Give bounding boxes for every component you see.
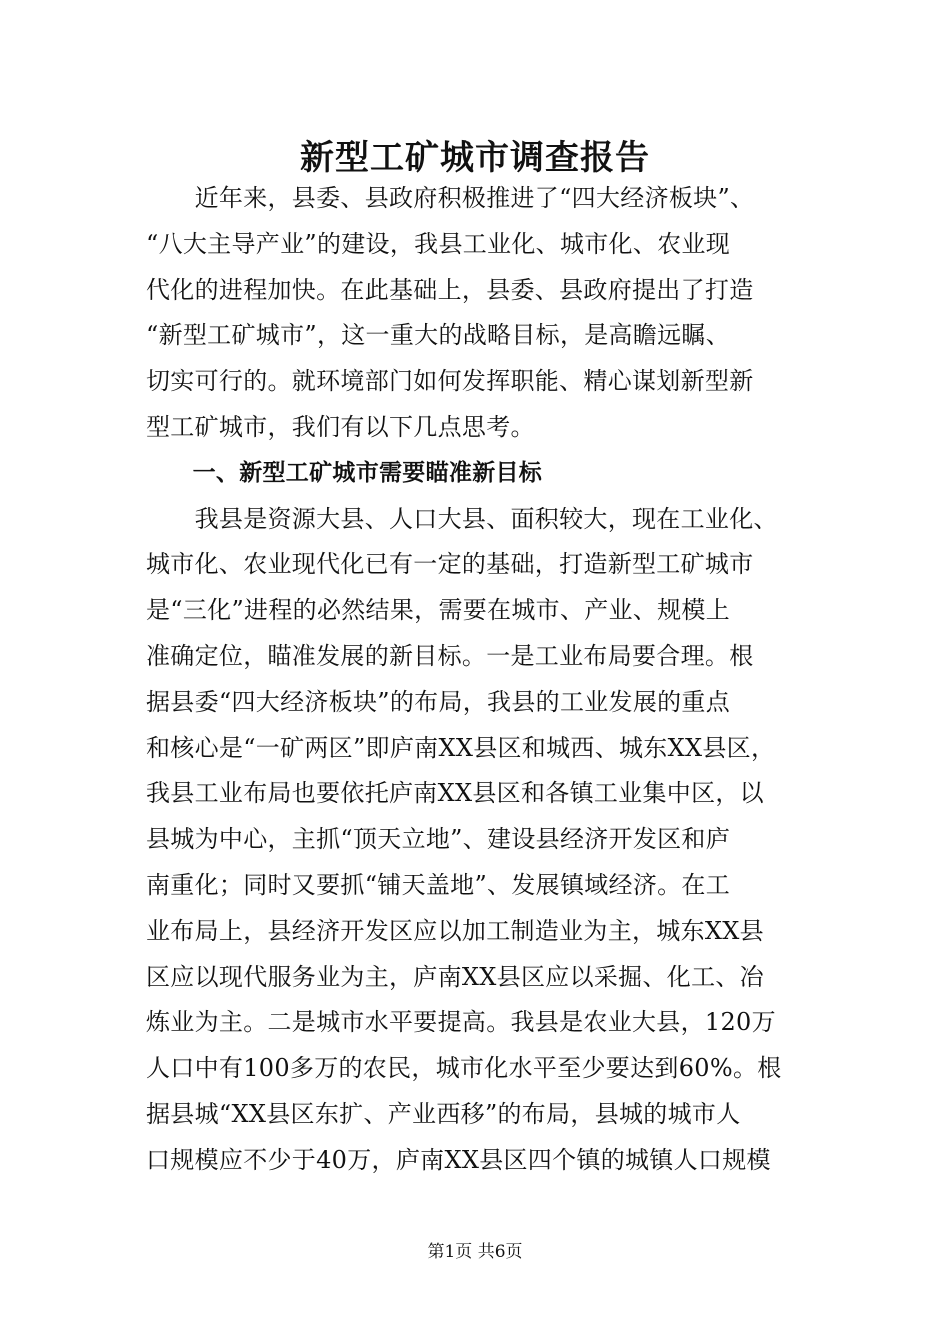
paragraph-line: 业布局上，县经济开发区应以加工制造业为主，城东XX县 — [146, 916, 764, 945]
paragraph-line: 区应以现代服务业为主，庐南XX县区应以采掘、化工、冶 — [146, 962, 764, 991]
paragraph-line: 人口中有100多万的农民，城市化水平至少要达到60%。根 — [146, 1054, 782, 1083]
document-title: 新型工矿城市调查报告 — [300, 138, 650, 178]
paragraph-line: 据县委“四大经济板块”的布局，我县的工业发展的重点 — [146, 687, 731, 716]
paragraph-line: 准确定位，瞄准发展的新目标。一是工业布局要合理。根 — [146, 641, 754, 670]
paragraph-line: 切实可行的。就环境部门如何发挥职能、精心谋划新型新 — [146, 367, 754, 396]
page-number-footer: 第1页 共6页 — [427, 1242, 523, 1262]
paragraph-line: “八大主导产业”的建设，我县工业化、城市化、农业现 — [146, 229, 731, 258]
paragraph-line: 近年来，县委、县政府积极推进了“四大经济板块”、 — [146, 184, 755, 212]
section-heading: 一、新型工矿城市需要瞄准新目标 — [146, 459, 543, 486]
paragraph-line: 我县是资源大县、人口大县、面积较大，现在工业化、 — [146, 504, 778, 533]
paragraph-line: 是“三化”进程的必然结果，需要在城市、产业、规模上 — [146, 596, 731, 625]
document-body — [146, 176, 836, 1184]
paragraph-line: 型工矿城市，我们有以下几点思考。 — [146, 412, 535, 441]
paragraph-line: 城市化、农业现代化已有一定的基础，打造新型工矿城市 — [146, 550, 754, 579]
paragraph-line: 我县工业布局也要依托庐南XX县区和各镇工业集中区，以 — [146, 779, 764, 808]
paragraph-line: 代化的进程加快。在此基础上，县委、县政府提出了打造 — [146, 275, 754, 304]
paragraph-line: 口规模应不少于40万，庐南XX县区四个镇的城镇人口规模 — [146, 1145, 771, 1174]
paragraph-line: “新型工矿城市”，这一重大的战略目标，是高瞻远瞩、 — [146, 321, 731, 350]
paragraph-line: 县城为中心，主抓“顶天立地”、建设县经济开发区和庐 — [146, 825, 731, 854]
paragraph-line: 和核心是“一矿两区”即庐南XX县区和城西、城东XX县区， — [146, 733, 776, 762]
paragraph-line: 炼业为主。二是城市水平要提高。我县是农业大县，120万 — [146, 1008, 776, 1037]
paragraph-line: 据县城“XX县区东扩、产业西移”的布局，县城的城市人 — [146, 1099, 741, 1128]
paragraph-line: 南重化；同时又要抓“铺天盖地”、发展镇域经济。在工 — [146, 870, 731, 899]
